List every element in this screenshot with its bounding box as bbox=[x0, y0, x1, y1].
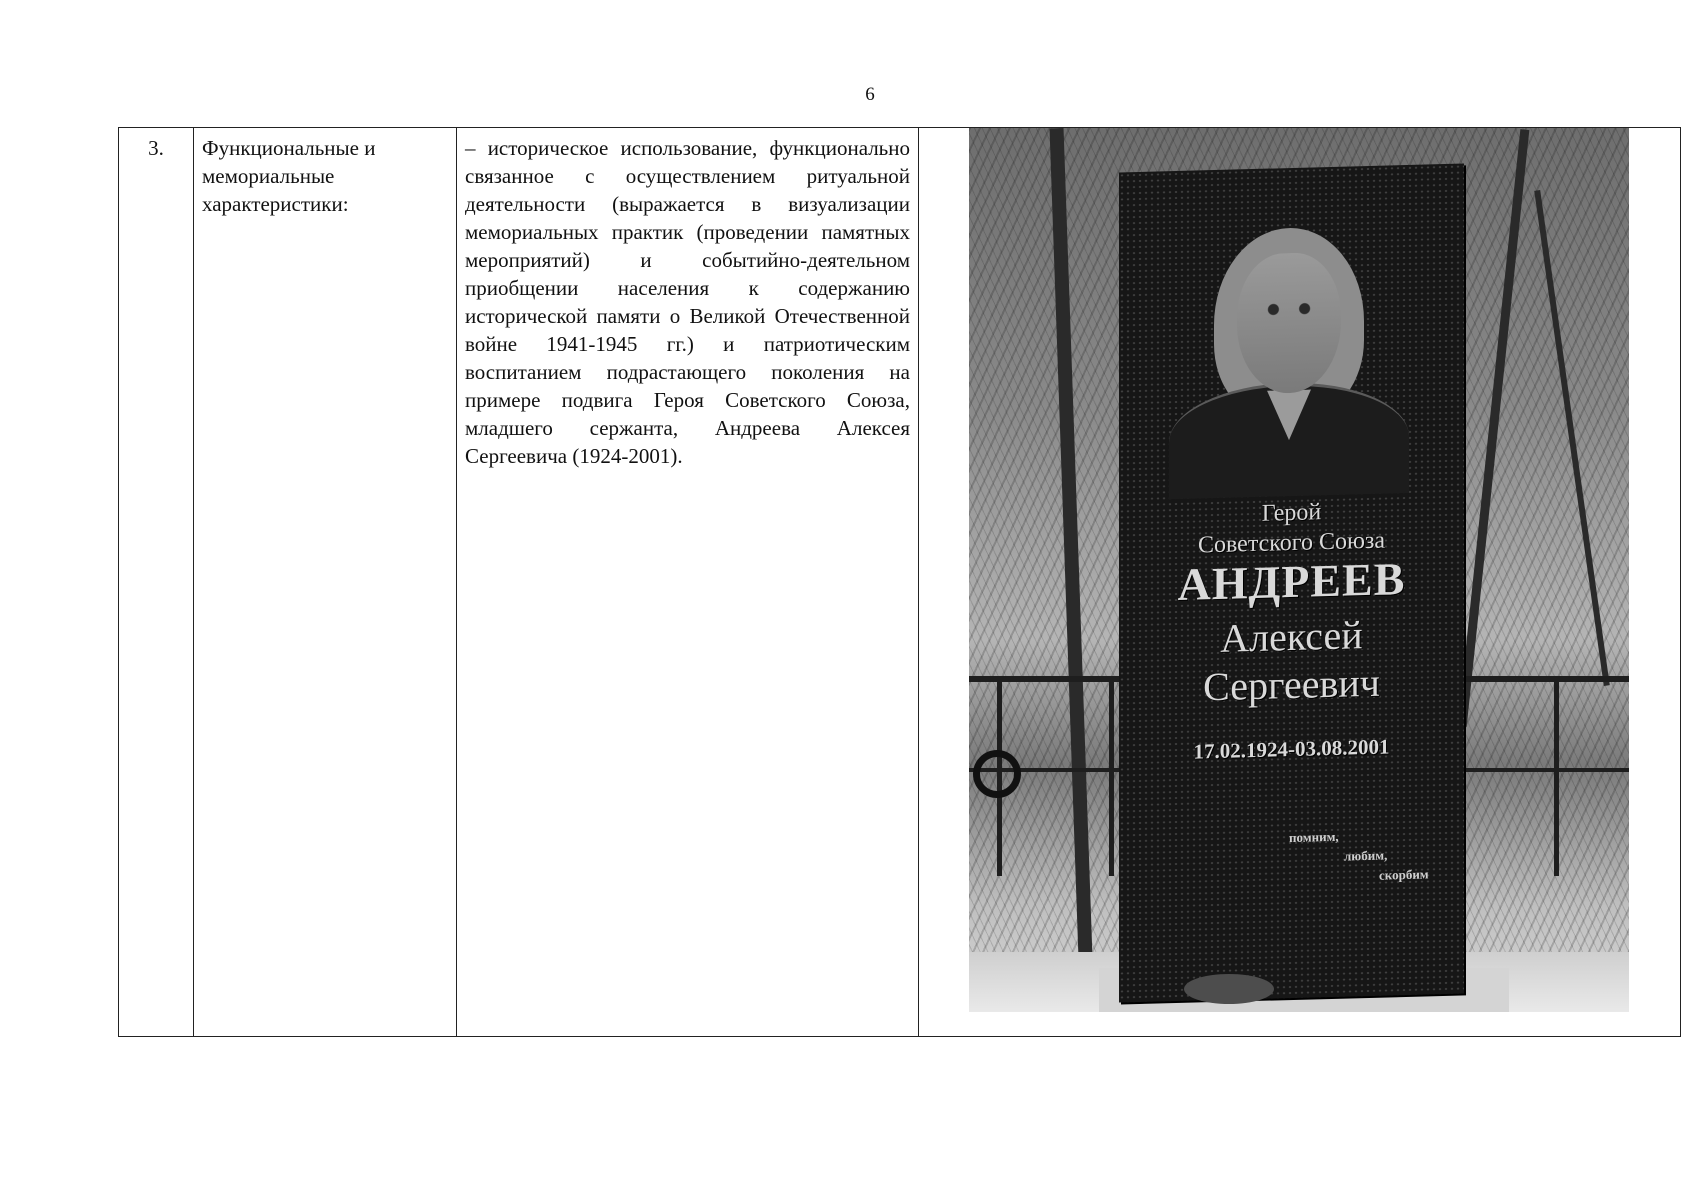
row-number: 3. bbox=[119, 128, 194, 1037]
epitaph-line: скорбим bbox=[1379, 866, 1429, 883]
tree-trunk bbox=[1050, 128, 1093, 958]
epitaph-line: помним, bbox=[1289, 828, 1339, 846]
photo-cell bbox=[919, 128, 1681, 1037]
table-row bbox=[119, 128, 1681, 1037]
page-number: 6 bbox=[865, 84, 875, 105]
inscription-title bbox=[1119, 493, 1464, 562]
fence-post bbox=[1109, 676, 1114, 876]
inscription-epitaph bbox=[1289, 824, 1439, 888]
tree-trunk bbox=[1534, 190, 1610, 686]
memorial-photo bbox=[969, 128, 1629, 1012]
memorial-stone bbox=[1119, 163, 1464, 1002]
fence-ring bbox=[973, 750, 1021, 798]
row-heading: Функциональные и мемориальные характеристики: bbox=[194, 128, 457, 1037]
epitaph-line: любим, bbox=[1344, 847, 1388, 864]
fence-post bbox=[1554, 676, 1559, 876]
inscription-patronymic: Сергеевич bbox=[1203, 659, 1380, 710]
inscription-name: Алексей bbox=[1220, 612, 1363, 661]
inscription-title-line2: Советского Союза bbox=[1197, 527, 1386, 559]
flowers bbox=[1184, 974, 1274, 1004]
inscription-surname: АНДРЕЕВ bbox=[1177, 553, 1406, 610]
tree-trunk bbox=[1458, 129, 1530, 727]
row-description: – историческое использование, функционально связанное с осуществлением ритуальной деятельности (выражается в визуализации мемориальных практик (проведении памятных мероприятий) и событийно-деятельном приобщении населения к содержанию исторической памяти о Великой Отечественной войне 1941-1945 гг.) и патриотическим воспитанием подрастающего поколения на примере подвига Героя Советского Союза, младшего сержанта, Андреева Алексея Сергеевича (1924-2001). bbox=[457, 128, 919, 1037]
inscription-title-line1: Герой bbox=[1261, 499, 1322, 527]
inscription-dates: 17.02.1924-03.08.2001 bbox=[1193, 734, 1390, 764]
passport-table bbox=[118, 127, 1681, 1037]
